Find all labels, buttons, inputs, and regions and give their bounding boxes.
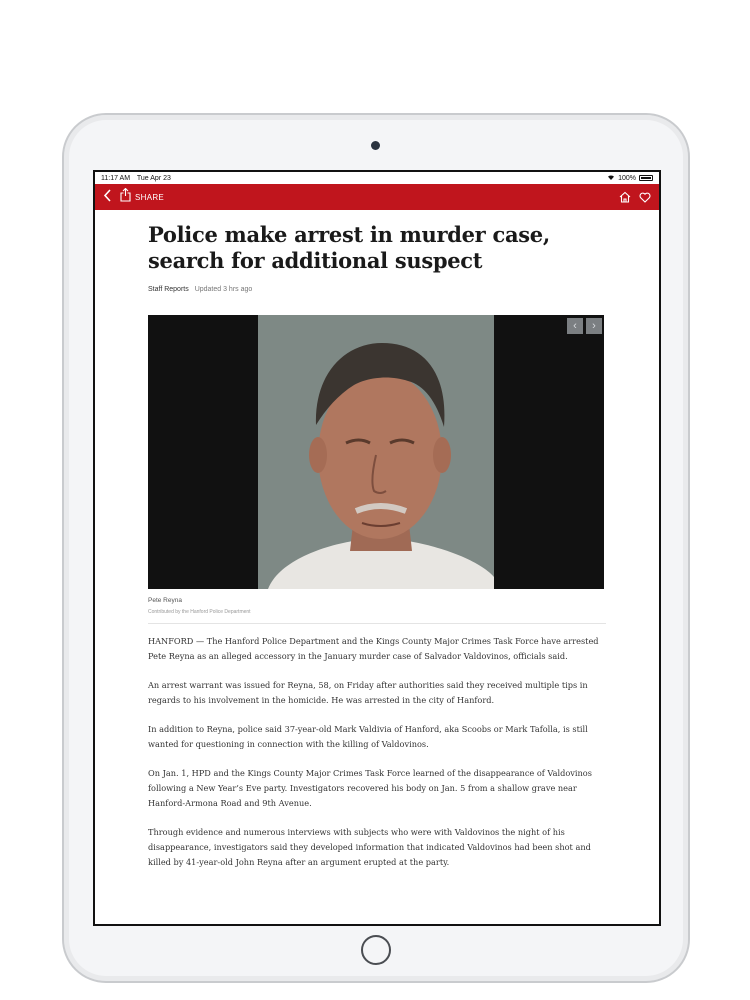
byline [148, 286, 606, 293]
screen [93, 170, 661, 926]
chevron-right-icon[interactable]: › [586, 318, 602, 334]
ipad-frame [62, 113, 690, 983]
author: Staff Reports [148, 286, 189, 293]
share-label: SHARE [135, 192, 165, 202]
share-icon [120, 188, 131, 207]
wifi-icon [607, 174, 615, 182]
paragraph: In addition to Reyna, police said 37-year-old Mark Valdivia of Hanford, aka Scoobs or Mark Tafolla, is still wanted for questioning in connection with the killing of Valdovinos. [148, 724, 588, 749]
chevron-left-icon[interactable] [103, 189, 112, 206]
camera-dot [371, 141, 380, 150]
paragraph: On Jan. 1, HPD and the Kings County Major Crimes Task Force learned of the disappearance of Valdovinos following a New Year’s Eve party. Investigators recovered his body on Jan. 5 from a shallow grave near Hanford-Armona Road and 9th Avenue. [148, 768, 592, 808]
status-time: 11:17 AM [101, 174, 131, 182]
status-bar [95, 172, 659, 184]
paragraph: An arrest warrant was issued for Reyna, 58, on Friday after authorities said they received multiple tips in regards to his involvement in the homicide. He was arrested in the city of Hanford. [148, 680, 588, 705]
home-button[interactable] [361, 935, 391, 965]
chevron-left-icon[interactable]: ‹ [567, 318, 583, 334]
updated-time: Updated 3 hrs ago [194, 286, 253, 293]
heart-icon[interactable] [639, 192, 651, 203]
article-body [95, 222, 659, 870]
article-headline: Police make arrest in murder case, search for additional suspect [148, 222, 550, 273]
photo-credit: Contributed by the Hanford Police Department [148, 609, 251, 615]
share-button[interactable] [120, 188, 164, 207]
top-nav-bar [95, 184, 659, 210]
home-icon[interactable] [619, 191, 631, 203]
mugshot-photo [258, 315, 494, 589]
battery-icon [639, 175, 653, 181]
paragraph: HANFORD — The Hanford Police Department and the Kings County Major Crimes Task Force have arrested Pete Reyna as an alleged accessory in the January murder case of Salvador Valdovinos, officials said. [148, 636, 599, 661]
status-date: Tue Apr 23 [136, 174, 171, 182]
battery-percent: 100% [618, 174, 636, 182]
gallery-arrows [567, 318, 602, 334]
paragraph: Through evidence and numerous interviews with subjects who were with Valdovinos the night of his disappearance, investigators said they developed information that indicated Valdovinos had been shot and killed by 41-year-old John Reyna after an argument erupted at the party. [148, 827, 591, 867]
photo-gallery[interactable] [148, 315, 604, 589]
divider [148, 623, 606, 624]
photo-caption: Pete Reyna [148, 597, 182, 604]
